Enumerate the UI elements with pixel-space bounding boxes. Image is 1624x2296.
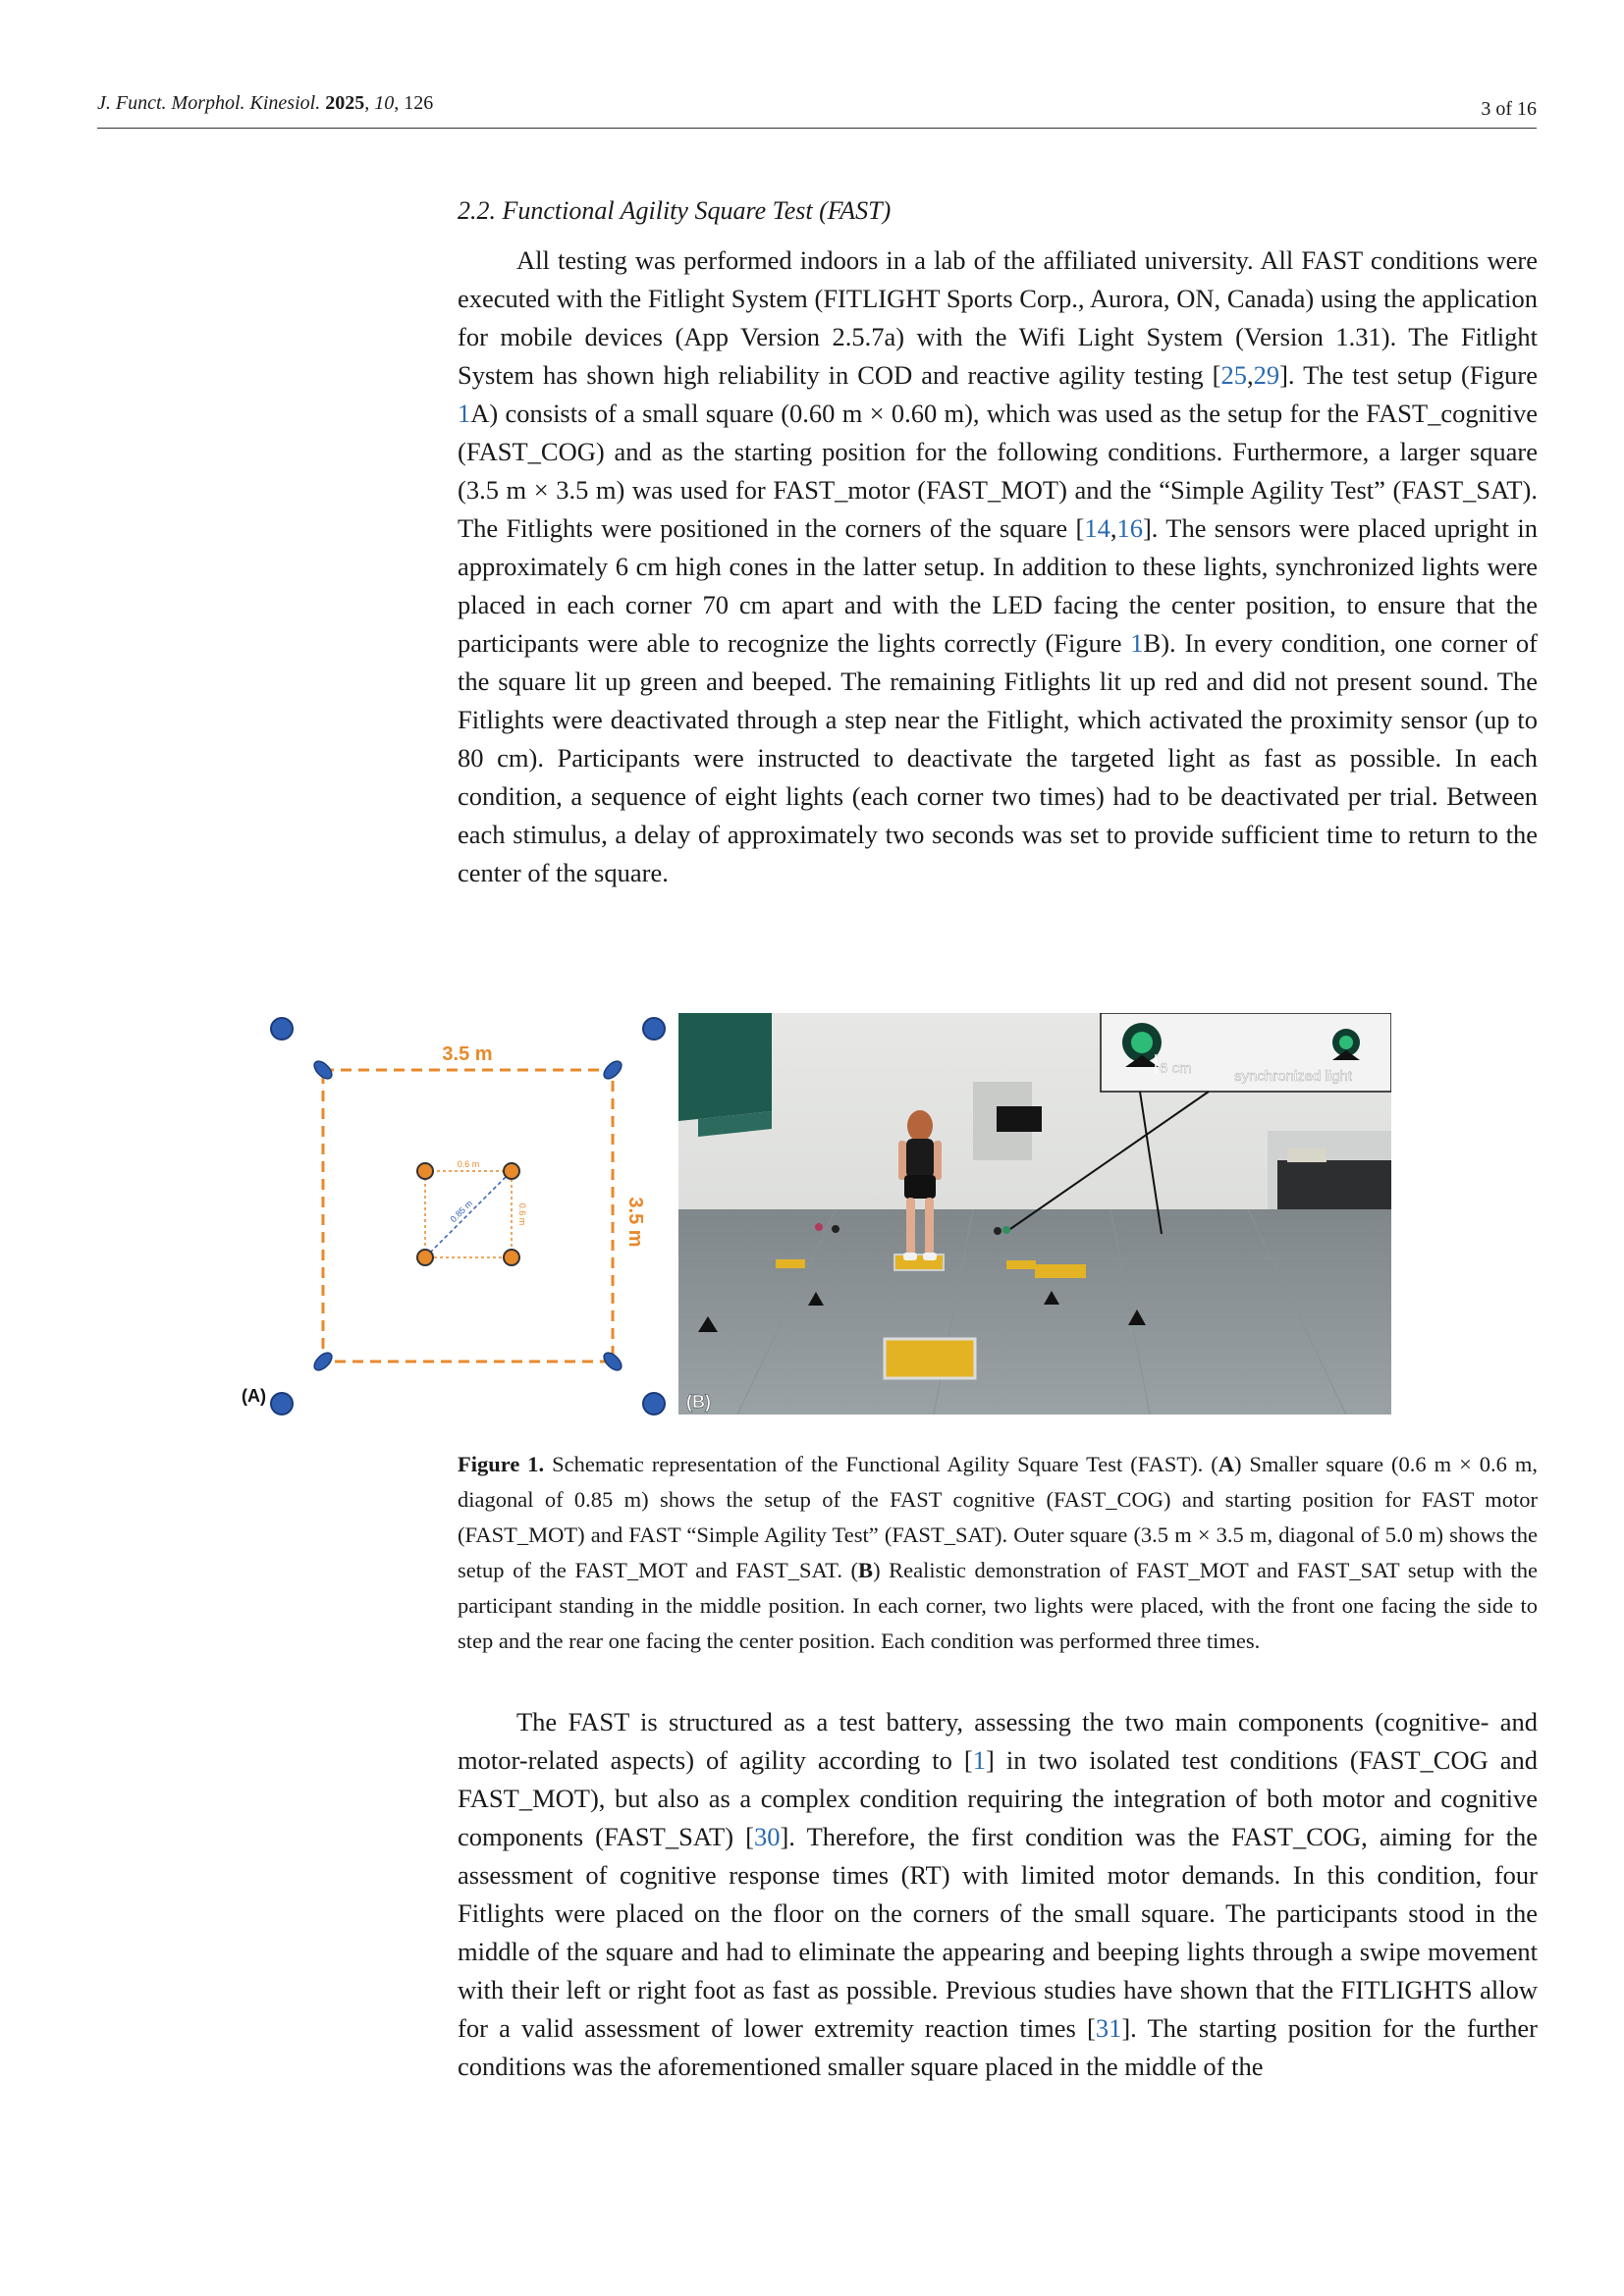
sync-light-icon [311, 1350, 335, 1373]
mat-back-right [1006, 1260, 1036, 1269]
sync-light-led-icon [1339, 1036, 1353, 1049]
mat-front [885, 1339, 975, 1378]
tv-screen [997, 1106, 1042, 1132]
page-number: 3 of 16 [1481, 98, 1537, 120]
mat-back-left [776, 1259, 805, 1268]
inner-height-label: 0.6 m [517, 1202, 527, 1226]
citation-link[interactable]: 30 [753, 1822, 781, 1851]
text-run: , [1246, 360, 1254, 390]
section-title: 2.2. Functional Agility Square Test (FAST) [458, 196, 892, 225]
blue-light-icon [271, 1393, 293, 1415]
text-run: All testing was performed indoors in a lab of the affiliated university. All FAST conditions were executed with the Fitlight System (FITLIGHT Sports Corp., Aurora, ON, Canada) using the application for mobile devices (App Version 2.5.7a) with the Wifi Light System (Version 1.31). The Fitlight System has shown high reliability in COD and reactive agility testing [ [458, 245, 1538, 390]
journal-citation: J. Funct. Morphol. Kinesiol. 2025, 10, 126 [97, 92, 434, 114]
figure-panel-b-photo [678, 1013, 1391, 1415]
inner-width-label: 0.6 m [457, 1159, 480, 1169]
fitlight-icon [417, 1250, 433, 1265]
light-icon [815, 1223, 823, 1231]
text-run: ) Realistic demonstration of FAST_MOT and FAST_SAT setup with the participant standing in the middle position. In each corner, two lights were placed, with the front one facing the side to step and the rear one facing the center position. Each condition was performed three times. [458, 1558, 1538, 1653]
citation-link[interactable]: 14 [1084, 513, 1110, 543]
citation-link[interactable]: 1 [972, 1745, 987, 1775]
journal-volume: 10 [374, 92, 395, 114]
figure-panel-a-schematic [232, 1011, 670, 1423]
text-run: ]. The sensors were placed upright in approximately 6 cm high cones in the latter setup. In addition to these lights, synchronized lights were placed in each corner 70 cm apart and with the LED facing the center position, to ensure that the participants were able to recognize the lights correctly (Figure [458, 513, 1538, 658]
body-paragraph-2 [458, 1703, 1538, 2086]
text-run: ]. Therefore, the first condition was the FAST_COG, aiming for the assessment of cognitive response times (RT) with limited motor demands. In this condition, four Fitlights were placed on the floor on the corners of the small square. The participants stood in the middle of the square and had to eliminate the appearing and beeping lights through a swipe movement with their left or right foot as fast as possible. Previous studies have shown that the FITLIGHTS allow for a valid assessment of lower extremity reaction times [ [458, 1822, 1538, 2043]
text-run: Schematic representation of the Functional Agility Square Test (FAST). ( [544, 1452, 1218, 1476]
text-run: ]. The starting position for the further conditions was the aforementioned smaller square placed in the middle of the [458, 2013, 1538, 2081]
journal-article: 126 [404, 92, 434, 114]
text-run: The FAST is structured as a test battery, assessing the two main components (cognitive- and motor-related aspects) of agility according to [ [458, 1707, 1538, 1775]
sync-light-led-icon [1131, 1032, 1153, 1053]
mat-right [1035, 1264, 1086, 1278]
citation-link[interactable]: 25 [1220, 360, 1247, 390]
body-paragraph-1 [458, 241, 1538, 892]
running-header [97, 92, 1537, 129]
light-icon [832, 1225, 839, 1233]
outer-square [323, 1070, 613, 1362]
panel-b-label: (B) [686, 1392, 711, 1412]
chalkboard [678, 1013, 772, 1121]
panel-ref: A [1218, 1452, 1234, 1476]
text-run: , [1110, 513, 1117, 543]
blue-light-icon [271, 1018, 293, 1040]
figure-link[interactable]: 1 [458, 399, 471, 428]
light-icon [994, 1227, 1001, 1235]
inner-diagonal-label: 0.85 m [448, 1198, 475, 1225]
citation-link[interactable]: 31 [1095, 2013, 1122, 2043]
figure-caption [458, 1447, 1538, 1659]
text-run: A) consists of a small square (0.60 m × 0.60 m), which was used as the setup for the FAST_cognitive (FAST_COG) and as the starting position for the following conditions. Furthermore, a larger square (3.5 m × 3.5 m) was used for FAST_motor (FAST_MOT) and the “Simple Agility Test” (FAST_SAT). The Fitlights were positioned in the corners of the square [ [458, 399, 1538, 543]
citation-link[interactable]: 29 [1253, 360, 1280, 390]
panel-ref: B [858, 1558, 874, 1582]
text-run: ] in two isolated test conditions (FAST_COG and FAST_MOT), but also as a complex condition requiring the integration of both motor and cognitive components (FAST_SAT) [ [458, 1745, 1538, 1851]
inset-caption: synchronized light [1234, 1068, 1353, 1085]
fitlight-icon [504, 1250, 519, 1265]
figure-link[interactable]: 1 [1130, 628, 1144, 658]
fitlight-icon [504, 1163, 519, 1179]
text-run: ]. The test setup (Figure [1279, 360, 1538, 390]
panel-a-label: (A) [242, 1386, 266, 1406]
outer-height-label: 3.5 m [624, 1197, 646, 1248]
blue-light-icon [643, 1393, 665, 1415]
fitlight-icon [417, 1163, 433, 1179]
blue-light-icon [643, 1018, 665, 1040]
journal-name: J. Funct. Morphol. Kinesiol. [97, 92, 321, 114]
journal-year: 2025 [325, 92, 365, 114]
citation-link[interactable]: 16 [1116, 513, 1143, 543]
boxes [1287, 1148, 1326, 1162]
floor [678, 1209, 1391, 1415]
sync-light-icon [601, 1058, 624, 1082]
text-run: B). In every condition, one corner of the square lit up green and beeped. The remaining Fitlights lit up red and did not present sound. The Fitlights were deactivated through a step near the Fitlight, which activated the proximity sensor (up to 80 cm). Participants were instructed to deactivate the targeted light as fast as possible. In each condition, a sequence of eight lights (each corner two times) had to be deactivated per trial. Between each stimulus, a delay of approximately two seconds was set to provide sufficient time to return to the center of the square. [458, 628, 1538, 887]
inset-height-label: 6 cm [1160, 1060, 1192, 1077]
inner-diagonal [425, 1171, 512, 1257]
light-icon [1002, 1226, 1010, 1234]
figure-label: Figure 1. [458, 1452, 545, 1476]
text-run: ) Smaller square (0.6 m × 0.6 m, diagonal of 0.85 m) shows the setup of the FAST cognitive (FAST_COG) and starting position for FAST motor (FAST_MOT) and FAST “Simple Agility Test” (FAST_SAT). Outer square (3.5 m × 3.5 m, diagonal of 5.0 m) shows the setup of the FAST_MOT and FAST_SAT. ( [458, 1452, 1538, 1582]
outer-width-label: 3.5 m [442, 1043, 493, 1065]
